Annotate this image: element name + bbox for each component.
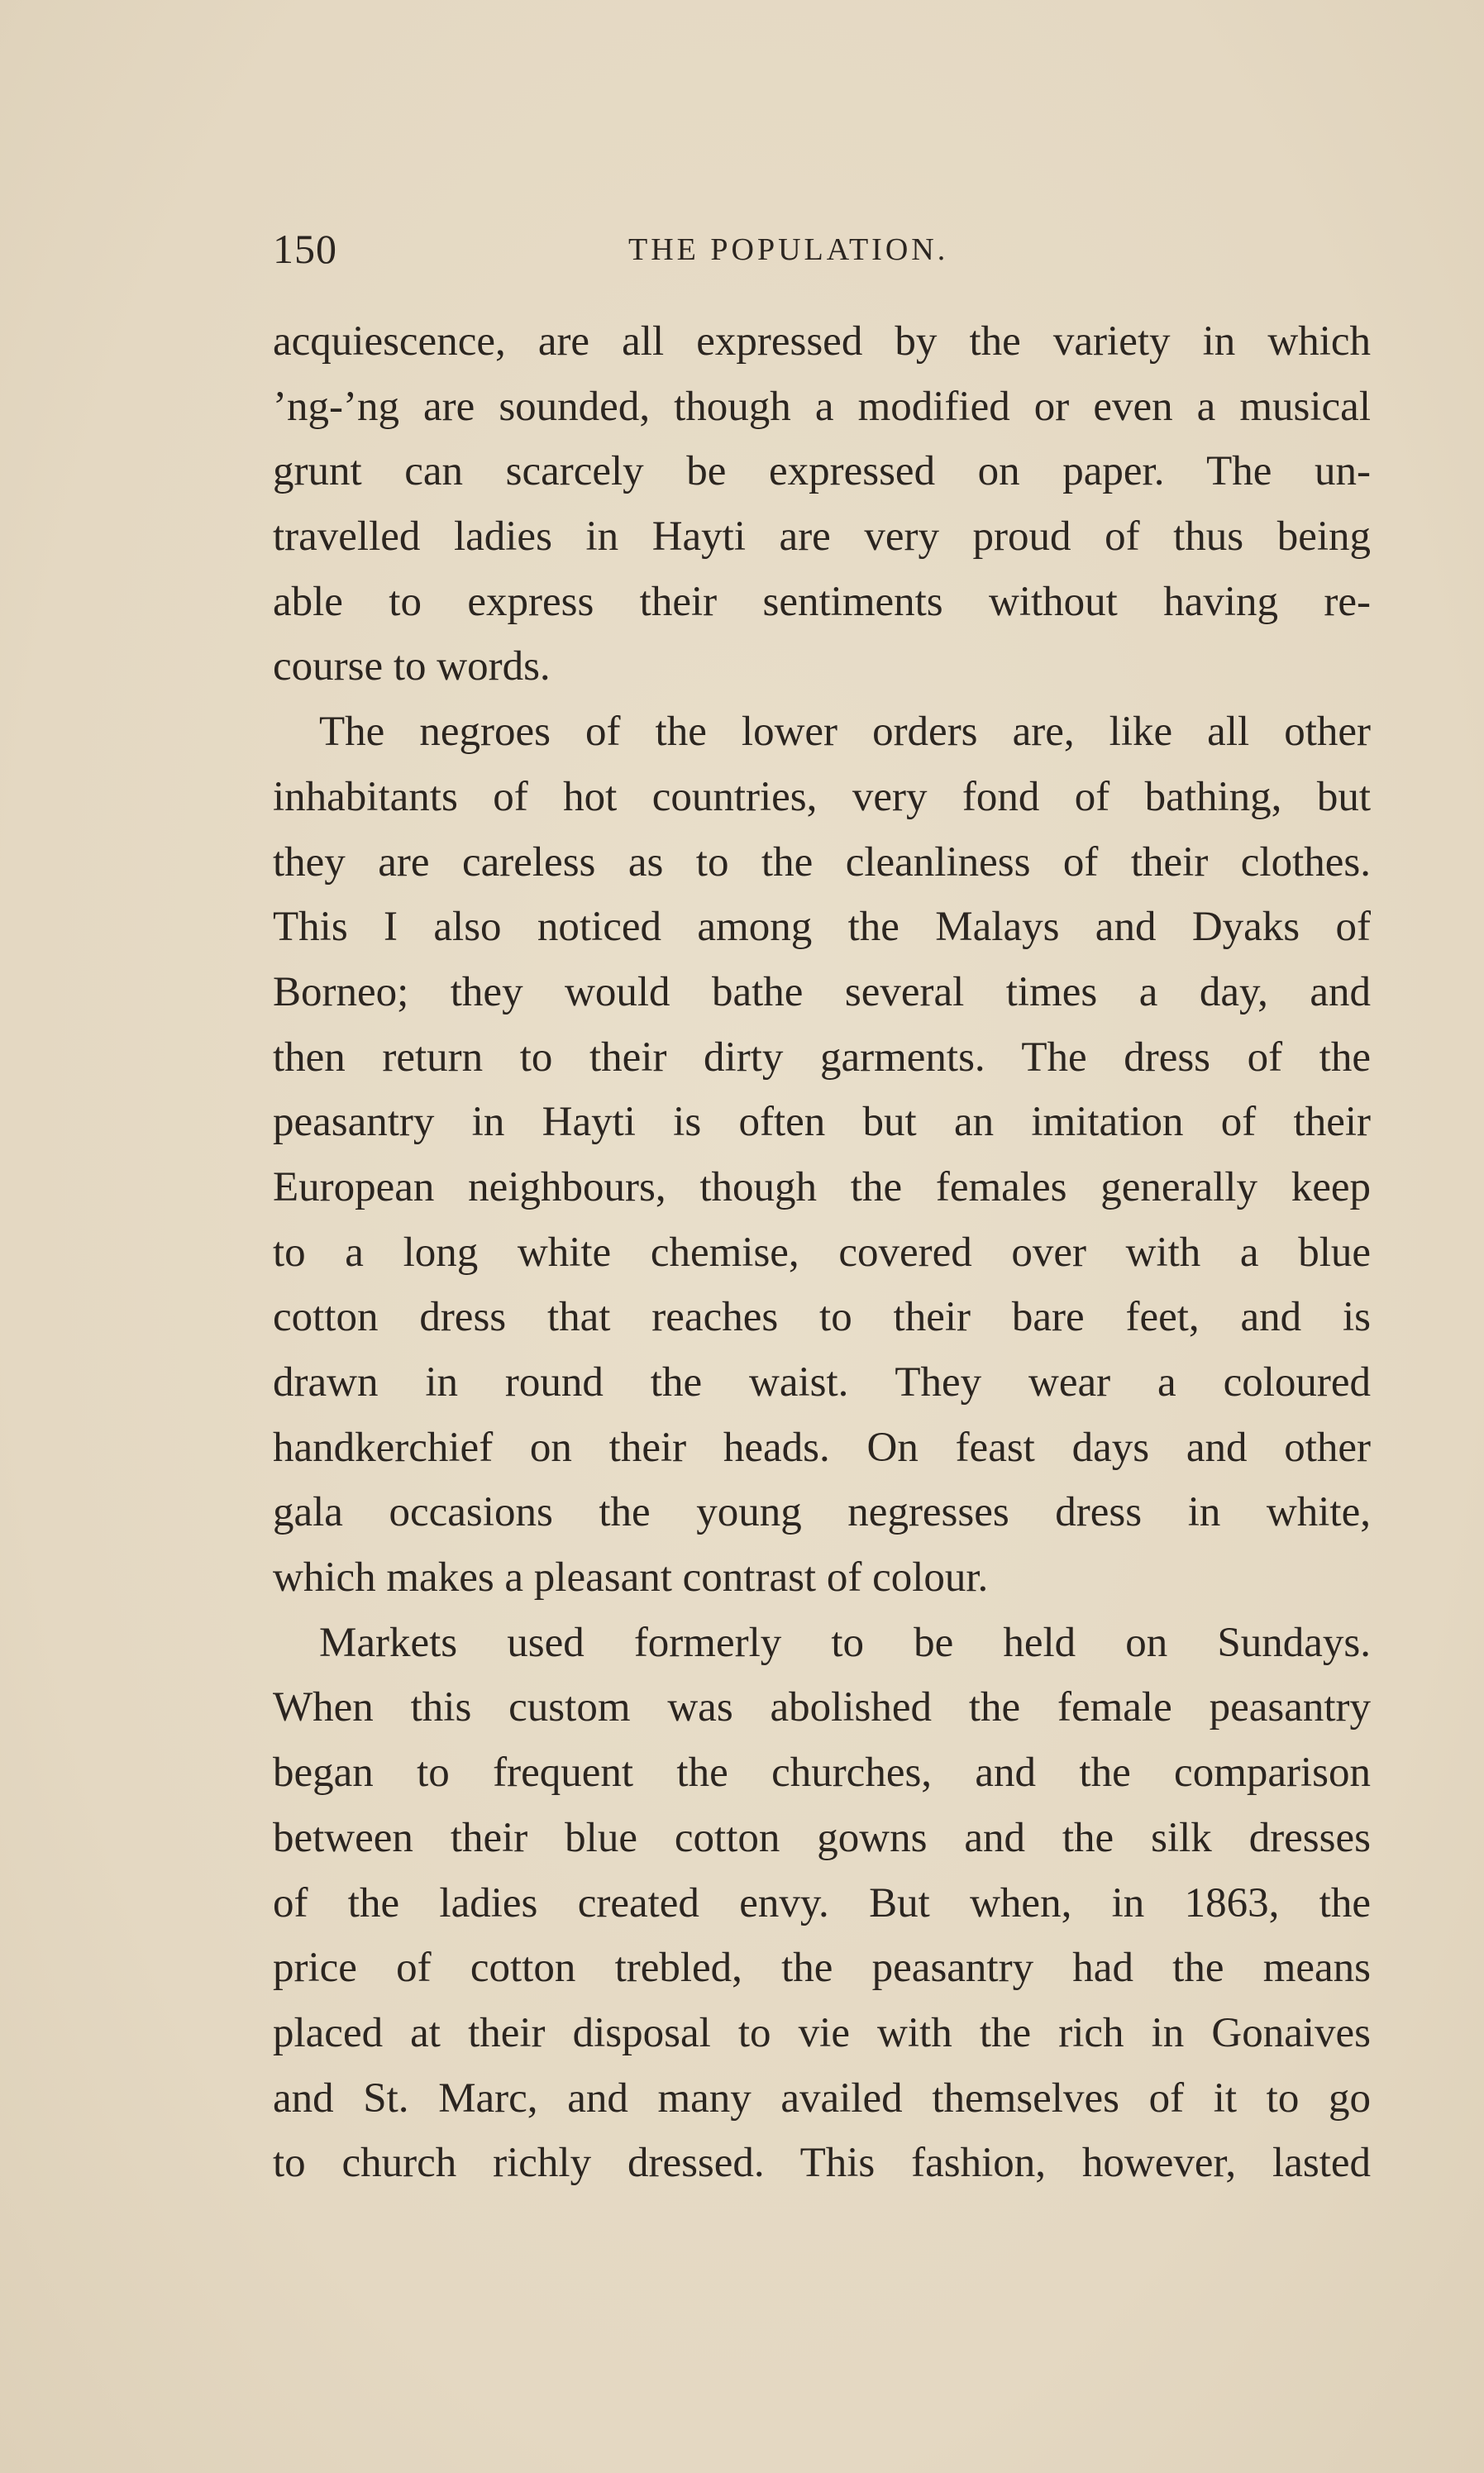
text-line: course to words. [273,643,551,690]
text-line: cotton dress that reaches to their bare feet, and is [273,1294,1371,1341]
text-line: European neighbours, though the females generally keep [273,1163,1371,1210]
text-line: This I also noticed among the Malays and Dyaks of [273,904,1371,951]
text-line: of the ladies created envy. But when, in 1863, the [273,1879,1371,1926]
text-line: to a long white chemise, covered over with a blue [273,1229,1371,1276]
text-line: The negroes of the lower orders are, like all other [319,709,1371,756]
text-line: drawn in round the waist. They wear a coloured [273,1359,1371,1406]
text-line: acquiescence, are all expressed by the variety in which [273,318,1371,365]
text-line: price of cotton trebled, the peasantry had the means [273,1945,1371,1992]
page-number: 150 [273,226,337,272]
text-line: travelled ladies in Hayti are very proud of thus being [273,513,1371,561]
text-line: gala occasions the young negresses dress in white, [273,1489,1371,1536]
text-line: to church richly dressed. This fashion, however, lasted [273,2140,1371,2187]
running-head: THE POPULATION. [628,232,949,267]
text-line: inhabitants of hot countries, very fond of bathing, but [273,773,1371,820]
text-line: began to frequent the churches, and the comparison [273,1750,1371,1797]
text-line: Borneo; they would bathe several times a day, and [273,968,1371,1015]
text-line: and St. Marc, and many availed themselves of it to go [273,2074,1371,2122]
body-text [273,309,1371,2196]
text-line: which makes a pleasant contrast of colour. [273,1554,989,1602]
text-line: they are careless as to the cleanliness of their clothes. [273,838,1371,886]
page-header [273,225,1364,283]
text-line: When this custom was abolished the female peasantry [273,1684,1371,1731]
text-line: peasantry in Hayti is often but an imitation of their [273,1099,1371,1146]
text-line: placed at their disposal to vie with the rich in Gonaives [273,2009,1371,2056]
text-line: Markets used formerly to be held on Sundays. [319,1619,1371,1666]
text-line: then return to their dirty garments. The dress of the [273,1034,1371,1081]
text-line: handkerchief on their heads. On feast days and other [273,1424,1371,1471]
text-line: grunt can scarcely be expressed on paper. The un- [273,448,1371,495]
text-line: between their blue cotton gowns and the silk dresses [273,1814,1371,1861]
text-line: ’ng-’ng are sounded, though a modified or even a musical [273,383,1371,430]
text-line: able to express their sentiments without having re- [273,578,1371,625]
